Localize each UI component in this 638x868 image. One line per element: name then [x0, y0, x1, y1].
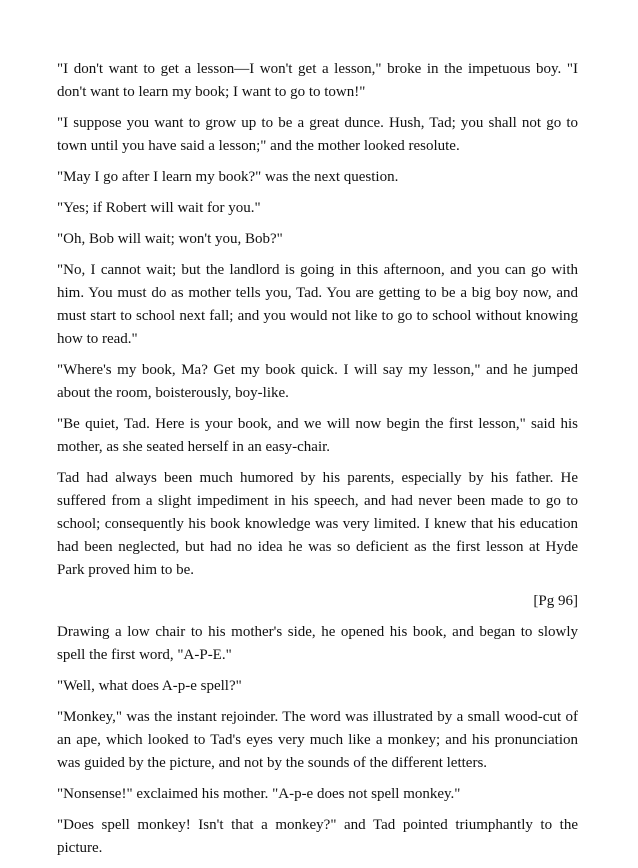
paragraph: Tad had always been much humored by his parents, especially by his father. He suffered from a slight impediment in his speech, and had never been made to go to school; consequently his book knowledge was very limited. I knew that his education had been neglected, but had no idea he was so deficient as the first lesson at Hyde Park proved him to be.	[57, 470, 578, 578]
paragraph: "Monkey," was the instant rejoinder. The word was illustrated by a small wood-cut of an ape, which looked to Tad's eyes very much like a monkey; and his pronunciation was guided by the picture, and not by the sounds of the different letters.	[57, 709, 578, 771]
document-page	[57, 58, 578, 868]
paragraph: "I suppose you want to grow up to be a great dunce. Hush, Tad; you shall not go to town until you have said a lesson;" and the mother looked resolute.	[57, 115, 578, 154]
paragraph: "Oh, Bob will wait; won't you, Bob?"	[57, 231, 283, 247]
page-number-marker: [Pg 96]	[533, 593, 578, 609]
paragraph: "No, I cannot wait; but the landlord is going in this afternoon, and you can go with him. You must do as mother tells you, Tad. You are getting to be a big boy now, and must start to school next fall; and you would not like to go to school without knowing how to read."	[57, 262, 578, 347]
paragraph: "May I go after I learn my book?" was the next question.	[57, 169, 399, 185]
paragraph: "Nonsense!" exclaimed his mother. "A-p-e does not spell monkey."	[57, 786, 461, 802]
paragraph: "Yes; if Robert will wait for you."	[57, 200, 261, 216]
paragraph: "I don't want to get a lesson—I won't get a lesson," broke in the impetuous boy. "I don't want to learn my book; I want to go to town!"	[57, 61, 578, 100]
paragraph: "Well, what does A-p-e spell?"	[57, 678, 242, 694]
paragraph: Drawing a low chair to his mother's side, he opened his book, and began to slowly spell the first word, "A-P-E."	[57, 624, 578, 663]
paragraph: "Be quiet, Tad. Here is your book, and we will now begin the first lesson," said his mother, as she seated herself in an easy-chair.	[57, 416, 578, 455]
paragraph: "Does spell monkey! Isn't that a monkey?" and Tad pointed triumphantly to the picture.	[57, 817, 578, 856]
paragraph: "Where's my book, Ma? Get my book quick. I will say my lesson," and he jumped about the room, boisterously, boy-like.	[57, 362, 578, 401]
